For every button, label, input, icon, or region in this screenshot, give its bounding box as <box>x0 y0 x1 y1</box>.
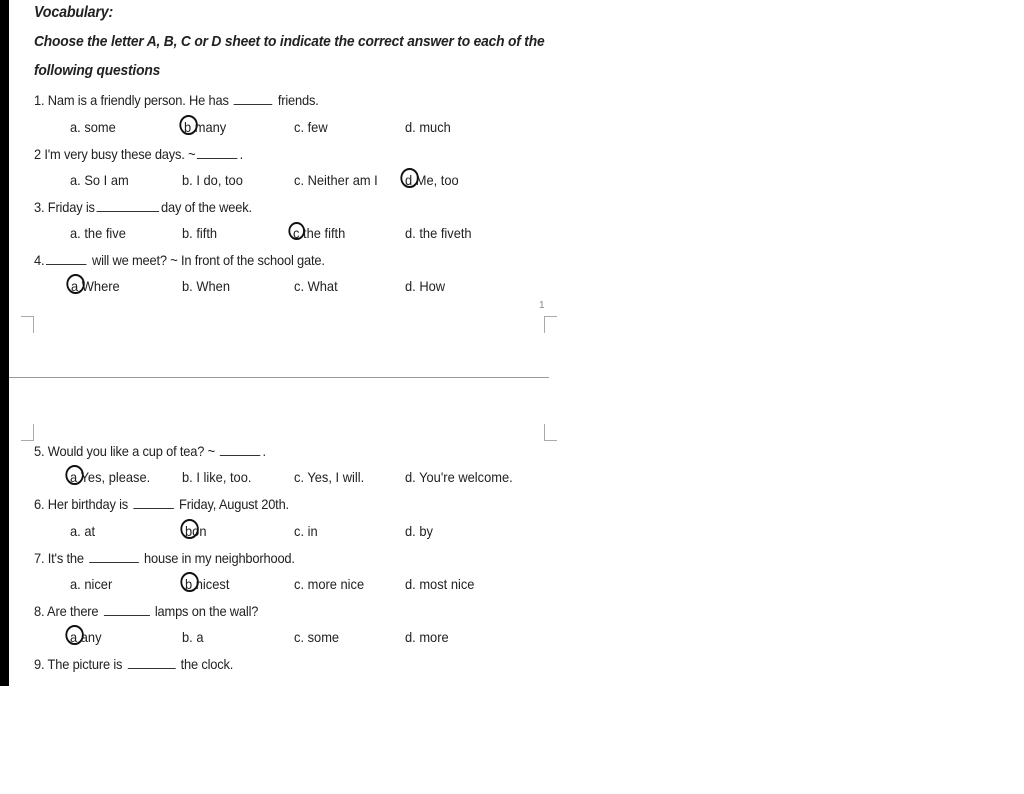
page-corner-mark <box>544 316 557 333</box>
left-black-bar <box>0 0 9 686</box>
page-corner-mark <box>544 424 557 441</box>
q6-option-b[interactable]: bon <box>185 523 207 539</box>
heading: Vocabulary: <box>34 4 114 21</box>
q8-option-d[interactable]: d. more <box>405 629 449 645</box>
page-break-divider <box>9 377 549 378</box>
q4-option-b[interactable]: b. When <box>182 278 230 294</box>
question-2: 2 I'm very busy these days. ~ . <box>34 146 243 162</box>
document-page <box>9 0 549 686</box>
q3-option-b[interactable]: b. fifth <box>182 225 218 241</box>
q5-option-a[interactable]: a Yes, please. <box>70 469 150 485</box>
q6-option-a[interactable]: a. at <box>70 523 96 539</box>
q7-option-a[interactable]: a. nicer <box>70 576 113 592</box>
q5-option-b[interactable]: b. I like, too. <box>182 469 252 485</box>
answer-circle <box>179 115 197 135</box>
question-8: 8. Are there lamps on the wall? <box>34 603 259 619</box>
answer-circle <box>180 572 198 592</box>
page-number: 1 <box>539 300 545 311</box>
page-corner-mark <box>21 316 34 333</box>
q6-option-d[interactable]: d. by <box>405 523 433 539</box>
q8-option-a[interactable]: a any <box>70 629 102 645</box>
q7-option-b[interactable]: b nicest <box>185 576 229 592</box>
q5-option-c[interactable]: c. Yes, I will. <box>294 469 365 485</box>
question-1-text-end: friends. <box>277 92 319 108</box>
question-4: 4. will we meet? ~ In front of the school gate. <box>34 252 325 268</box>
q3-option-c[interactable]: c the fifth <box>293 225 345 241</box>
answer-circle <box>400 168 418 188</box>
q6-option-c[interactable]: c. in <box>294 523 318 539</box>
answer-circle <box>65 625 83 645</box>
instruction-line-1: Choose the letter A, B, C or D sheet to indicate the correct answer to each of the <box>34 33 545 50</box>
q4-option-c[interactable]: c. What <box>294 278 338 294</box>
q3-option-d[interactable]: d. the fiveth <box>405 225 472 241</box>
q3-option-a[interactable]: a. the five <box>70 225 126 241</box>
q1-option-d[interactable]: d. much <box>405 119 451 135</box>
question-5: 5. Would you like a cup of tea? ~ . <box>34 443 266 459</box>
q2-option-b[interactable]: b. I do, too <box>182 172 243 188</box>
page-corner-mark <box>21 424 34 441</box>
q1-option-a[interactable]: a. some <box>70 119 116 135</box>
q5-option-d[interactable]: d. You're welcome. <box>405 469 513 485</box>
q4-option-a[interactable]: a Where <box>71 278 120 294</box>
q2-option-c[interactable]: c. Neither am I <box>294 172 378 188</box>
q1-option-b[interactable]: b many <box>184 119 226 135</box>
question-1-text: 1. Nam is a friendly person. He has <box>34 92 229 108</box>
answer-circle <box>288 222 305 240</box>
q2-option-a[interactable]: a. So I am <box>70 172 129 188</box>
answer-circle <box>65 465 83 485</box>
question-3: 3. Friday is day of the week. <box>34 199 252 215</box>
question-9: 9. The picture is the clock. <box>34 656 234 672</box>
question-6: 6. Her birthday is Friday, August 20th. <box>34 496 289 512</box>
q7-option-d[interactable]: d. most nice <box>405 576 475 592</box>
q8-option-b[interactable]: b. a <box>182 629 204 645</box>
q8-option-c[interactable]: c. some <box>294 629 340 645</box>
answer-circle <box>66 274 84 294</box>
q1-option-c[interactable]: c. few <box>294 119 328 135</box>
q4-option-d[interactable]: d. How <box>405 278 446 294</box>
question-1 <box>34 92 319 108</box>
q7-option-c[interactable]: c. more nice <box>294 576 365 592</box>
q2-option-d[interactable]: d Me, too <box>405 172 459 188</box>
instruction-line-2: following questions <box>34 62 161 79</box>
answer-circle <box>180 519 198 539</box>
question-7: 7. It's the house in my neighborhood. <box>34 550 295 566</box>
